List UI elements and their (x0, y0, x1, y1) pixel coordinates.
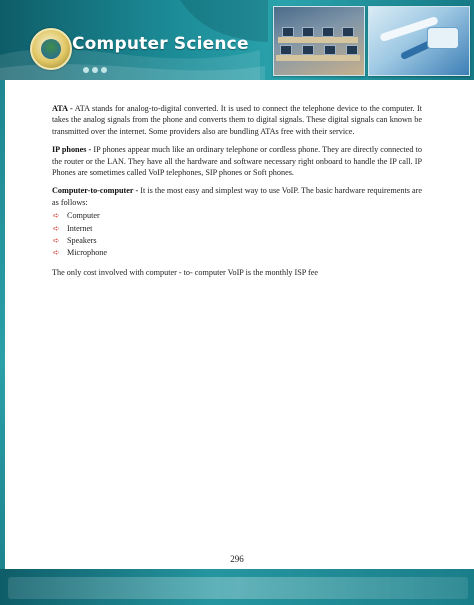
computer-to-computer-paragraph (52, 185, 422, 208)
list-item-label: Computer (67, 211, 100, 221)
list-item-label: Internet (67, 223, 93, 233)
arrow-bullet-icon: ➪ (53, 223, 60, 233)
arrow-bullet-icon: ➪ (53, 211, 60, 221)
ip-phones-paragraph (52, 144, 422, 178)
ip-phones-term: IP phones - (52, 145, 92, 155)
list-item (52, 235, 422, 247)
computer-lab-photo (273, 6, 365, 76)
list-item-label: Speakers (67, 236, 97, 246)
ata-term: ATA - (52, 104, 73, 113)
computer-to-computer-text: It is the most easy and simplest way to use VoIP. The basic hardware requirements are as follows: (52, 186, 422, 207)
ata-paragraph (52, 103, 422, 137)
page-footer-band (0, 569, 474, 605)
page-header (0, 0, 474, 80)
list-item (52, 223, 422, 235)
requirements-list (52, 210, 422, 260)
left-stripe (0, 0, 5, 605)
header-dots-decoration (83, 60, 110, 78)
computer-to-computer-term: Computer-to-computer - (52, 186, 139, 196)
closing-paragraph: The only cost involved with computer - to- computer VoIP is the monthly ISP fee (52, 267, 319, 277)
page-number: 296 (230, 554, 244, 564)
list-item-label: Microphone (67, 248, 108, 258)
footer-decoration (8, 577, 468, 599)
ata-text: ATA stands for analog-to-digital converted. It is used to connect the telephone device to the computer. It takes the analog signals from the phone and converts them to digital signals. These digital signals can known be transmitted over the internet. Some providers also are bundling ATAs free with their service. (52, 104, 423, 136)
page-content (52, 103, 422, 285)
book-title: Computer Science (72, 34, 249, 54)
arrow-bullet-icon: ➪ (53, 248, 60, 258)
list-item (52, 247, 422, 259)
ip-phones-text: IP phones appear much like an ordinary telephone or cordless phone. They are directly connected to the router or the LAN. They have all the hardware and software necessary right onboard to handle the IP call. IP Phones are sometimes called VoIP telephones, SIP phones or Soft phones. (52, 145, 422, 178)
network-cable-photo (368, 6, 470, 76)
school-seal-logo (30, 28, 72, 70)
arrow-bullet-icon: ➪ (53, 236, 60, 246)
list-item (52, 210, 422, 222)
